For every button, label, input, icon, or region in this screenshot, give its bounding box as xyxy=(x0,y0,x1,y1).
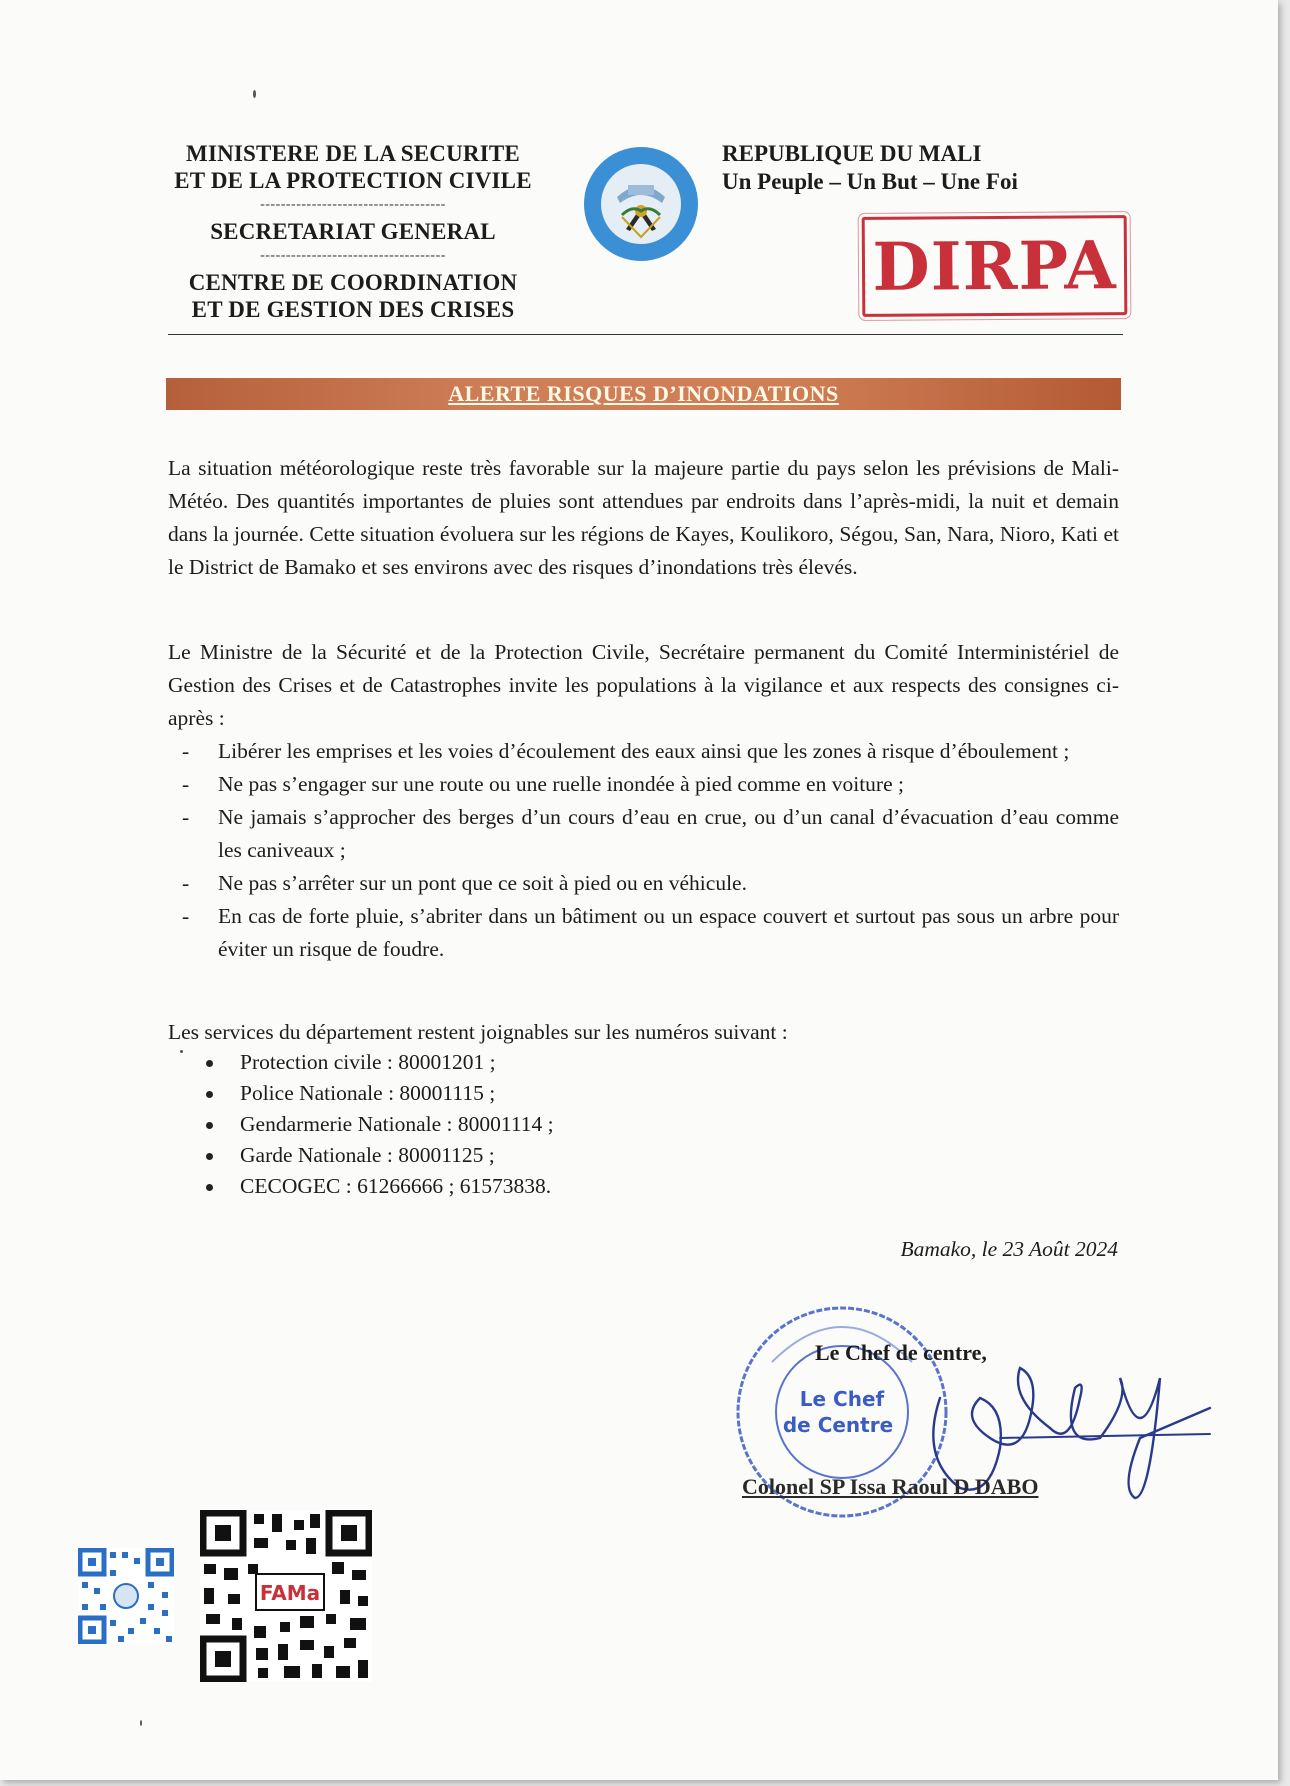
list-item xyxy=(200,1171,554,1202)
bullet-icon xyxy=(206,1153,213,1160)
list-item xyxy=(200,1140,554,1171)
paragraph-invitation: Le Ministre de la Sécurité et de la Protection Civile, Secrétaire permanent du Comité Interministériel de Gestion des Crises et de Catastrophes invite les populations à la vigilance et aux respects des consignes ci-après : xyxy=(168,640,1119,730)
fama-label: FAMa xyxy=(259,1581,321,1605)
ministry-line-2: ET DE LA PROTECTION CIVILE xyxy=(174,168,532,193)
services-intro: Les services du département restent joignables sur les numéros suivant : xyxy=(168,1020,788,1044)
signatory-name: Colonel SP Issa Raoul D DABO xyxy=(742,1474,1039,1499)
date-line: Bamako, le 23 Août 2024 xyxy=(900,1237,1118,1261)
national-motto: Un Peuple – Un But – Une Foi xyxy=(722,169,1018,194)
list-item xyxy=(200,1078,554,1109)
service-text: CECOGEC : 61266666 ; 61573838. xyxy=(240,1174,552,1198)
dirpa-stamp xyxy=(862,215,1128,317)
alert-banner xyxy=(166,378,1121,410)
centre-line-2: ET DE GESTION DES CRISES xyxy=(191,297,515,322)
ministry-line-1: MINISTERE DE LA SECURITE xyxy=(186,141,520,166)
list-item xyxy=(178,801,1119,867)
separator: ------------------------------------ xyxy=(260,248,446,263)
list-item xyxy=(200,1109,554,1140)
bullet-icon xyxy=(206,1091,213,1098)
dash-marker: - xyxy=(182,871,190,895)
secretariat-line: SECRETARIAT GENERAL xyxy=(210,219,496,244)
instruction-text: Ne pas s’arrêter sur un pont que ce soit à pied ou en véhicule. xyxy=(218,871,747,895)
scan-speck xyxy=(140,1720,142,1726)
dash-marker: - xyxy=(182,739,190,763)
qr-code-small xyxy=(78,1548,174,1649)
alert-title: ALERTE RISQUES D’INONDATIONS xyxy=(448,381,839,406)
dash-marker: - xyxy=(182,904,190,928)
scan-speck xyxy=(180,1050,183,1053)
scan-speck xyxy=(253,90,256,98)
instruction-text: Ne jamais s’approcher des berges d’un cours d’eau en crue, ou d’un canal d’évacuation d’eau comme les caniveaux ; xyxy=(218,805,1119,862)
header-divider xyxy=(168,334,1123,335)
republic-block xyxy=(722,140,1018,196)
service-text: Protection civile : 80001201 ; xyxy=(240,1050,496,1074)
instructions-list xyxy=(178,735,1119,966)
services-list xyxy=(200,1047,554,1202)
list-item xyxy=(178,735,1119,768)
bullet-icon xyxy=(206,1060,213,1067)
stamp-inner-line-1: Le Chef xyxy=(799,1387,885,1411)
service-text: Police Nationale : 80001115 ; xyxy=(240,1081,496,1105)
mali-seal-emblem xyxy=(582,145,700,268)
signatory-title: Le Chef de centre, xyxy=(815,1340,987,1365)
separator: ------------------------------------ xyxy=(260,197,446,212)
instruction-text: Ne pas s’engager sur une route ou une ruelle inondée à pied comme en voiture ; xyxy=(218,772,904,796)
service-text: Gendarmerie Nationale : 80001114 ; xyxy=(240,1112,554,1136)
centre-line-1: CENTRE DE COORDINATION xyxy=(188,270,518,295)
list-item xyxy=(178,867,1119,900)
service-text: Garde Nationale : 80001125 ; xyxy=(240,1143,495,1167)
stamp-inner-line-2: de Centre xyxy=(782,1413,894,1437)
list-item xyxy=(178,900,1119,966)
dash-marker: - xyxy=(182,805,190,829)
paragraph-situation: La situation météorologique reste très favorable sur la majeure partie du pays selon les prévisions de Mali-Météo. Des quantités importantes de pluies sont attendues par endroits dans l’après-midi, la nuit et demain dans la journée. Cette situation évoluera sur les régions de Kayes, Koulikoro, Ségou, San, Nara, Nioro, Kati et le District de Bamako et ses environs avec des risques d’inondations très élevés. xyxy=(168,456,1119,579)
instruction-text: Libérer les emprises et les voies d’écoulement des eaux ainsi que les zones à risque d’éboulement ; xyxy=(218,739,1070,763)
issuer-block xyxy=(168,140,538,323)
dash-marker: - xyxy=(182,772,190,796)
bullet-icon xyxy=(206,1184,213,1191)
instruction-text: En cas de forte pluie, s’abriter dans un bâtiment ou un espace couvert et surtout pas sous un arbre pour éviter un risque de foudre. xyxy=(218,904,1119,961)
list-item xyxy=(200,1047,554,1078)
list-item xyxy=(178,768,1119,801)
qr-code-fama xyxy=(200,1510,372,1687)
country-name: REPUBLIQUE DU MALI xyxy=(722,141,982,166)
dirpa-stamp-text: DIRPA xyxy=(872,226,1117,306)
bullet-icon xyxy=(206,1122,213,1129)
